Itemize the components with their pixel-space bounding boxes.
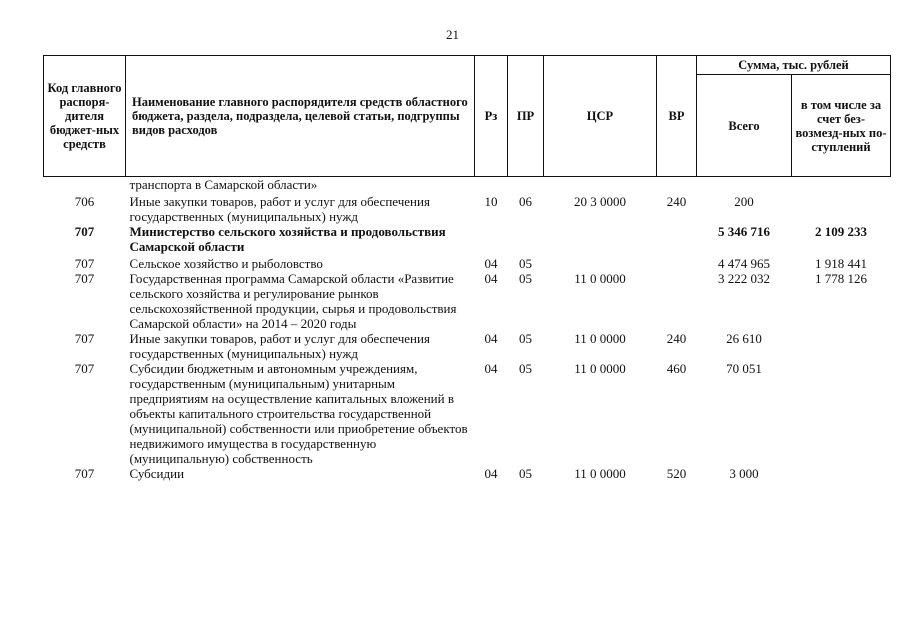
cell-total: 26 610 (726, 331, 762, 346)
table-row (44, 224, 891, 254)
cell-csr (544, 177, 657, 193)
header-name: Наименование главного распорядителя средств областного бюджета, раздела, подраздела, целевой статьи, подгруппы видов расходов (126, 56, 475, 177)
cell-name: Субсидии (129, 466, 185, 481)
cell-kod: 707 (74, 361, 95, 376)
table-row (44, 466, 891, 481)
cell-csr: 11 0 0000 (574, 361, 626, 376)
cell-incl (792, 361, 891, 466)
cell-pr: 05 (519, 361, 532, 376)
cell-pr (508, 177, 544, 193)
cell-rz: 04 (484, 271, 498, 286)
cell-csr (544, 254, 657, 271)
cell-csr: 20 3 0000 (574, 194, 626, 209)
cell-total: 4 474 965 (718, 256, 770, 271)
cell-pr: 05 (519, 466, 532, 481)
cell-incl (792, 331, 891, 361)
cell-pr: 05 (519, 256, 532, 271)
table-row (44, 177, 891, 193)
cell-kod (44, 177, 126, 193)
cell-incl (792, 192, 891, 224)
cell-vr: 240 (666, 194, 687, 209)
cell-vr (657, 177, 697, 193)
cell-kod: 707 (74, 466, 95, 481)
cell-incl (792, 177, 891, 193)
cell-total: 200 (734, 194, 754, 209)
cell-csr: 11 0 0000 (574, 271, 626, 286)
cell-name: Субсидии бюджетным и автономным учреждениям, государственным (муниципальным) унитарным предприятиям на осуществление капитальных вложений в объекты капитального строительства государственной (муниципальной) собственности или приобретение объектов недвижимого имущества в государственную (муниципальную) собственность (129, 361, 468, 466)
header-total: Всего (697, 75, 792, 177)
header-sum: Сумма, тыс. рублей (697, 56, 891, 75)
cell-name: Министерство сельского хозяйства и продовольствия Самарской области (129, 224, 446, 254)
cell-total (697, 177, 792, 193)
cell-incl: 1 918 441 (815, 256, 867, 271)
cell-vr: 240 (666, 331, 687, 346)
cell-total: 3 000 (729, 466, 759, 481)
cell-pr: 06 (519, 194, 532, 209)
cell-vr: 520 (666, 466, 687, 481)
header-incl: в том числе за счет без-возмезд-ных по-ступлений (792, 75, 891, 177)
table-row (44, 361, 891, 466)
header-csr: ЦСР (544, 56, 657, 177)
cell-rz (475, 224, 508, 254)
table-row (44, 192, 891, 224)
cell-vr (657, 224, 697, 254)
table-header (44, 56, 891, 177)
cell-csr: 11 0 0000 (574, 466, 626, 481)
header-vr: ВР (657, 56, 697, 177)
cell-kod: 707 (74, 331, 95, 346)
cell-total: 3 222 032 (718, 271, 770, 286)
cell-total: 70 051 (726, 361, 762, 376)
page-number: 21 (446, 27, 459, 42)
cell-incl (792, 466, 891, 481)
table-body (44, 177, 891, 482)
cell-vr: 460 (666, 361, 687, 376)
cell-total: 5 346 716 (718, 224, 770, 239)
header-kod: Код главного распоря-дителя бюджет-ных средств (44, 56, 126, 177)
cell-vr (657, 271, 697, 331)
cell-csr (544, 224, 657, 254)
cell-csr: 11 0 0000 (574, 331, 626, 346)
header-rz: Рз (475, 56, 508, 177)
cell-rz: 10 (484, 194, 498, 209)
cell-name: Иные закупки товаров, работ и услуг для обеспечения государственных (муниципальных) нужд (129, 194, 430, 224)
cell-incl: 2 109 233 (815, 224, 867, 239)
cell-pr (508, 224, 544, 254)
cell-kod: 707 (74, 256, 95, 271)
cell-rz: 04 (484, 256, 498, 271)
cell-name: Сельское хозяйство и рыболовство (129, 256, 323, 271)
cell-rz: 04 (484, 331, 498, 346)
cell-name: транспорта в Самарской области» (129, 177, 318, 192)
cell-pr: 05 (519, 271, 532, 286)
cell-kod: 707 (74, 224, 95, 239)
budget-table (43, 55, 891, 481)
cell-vr (657, 254, 697, 271)
cell-name: Иные закупки товаров, работ и услуг для обеспечения государственных (муниципальных) нужд (129, 331, 430, 361)
table-row (44, 254, 891, 271)
table-row (44, 331, 891, 361)
cell-rz: 04 (484, 466, 498, 481)
header-pr: ПР (508, 56, 544, 177)
cell-rz (475, 177, 508, 193)
cell-kod: 706 (74, 194, 95, 209)
cell-pr: 05 (519, 331, 532, 346)
cell-rz: 04 (484, 361, 498, 376)
cell-name: Государственная программа Самарской области «Развитие сельского хозяйства и регулирование рынков сельскохозяйственной продукции, сырья и продовольствия Самарской области» на 2014 – 2020 годы (129, 271, 457, 331)
cell-kod: 707 (74, 271, 95, 286)
cell-incl: 1 778 126 (815, 271, 867, 286)
table-row (44, 271, 891, 331)
